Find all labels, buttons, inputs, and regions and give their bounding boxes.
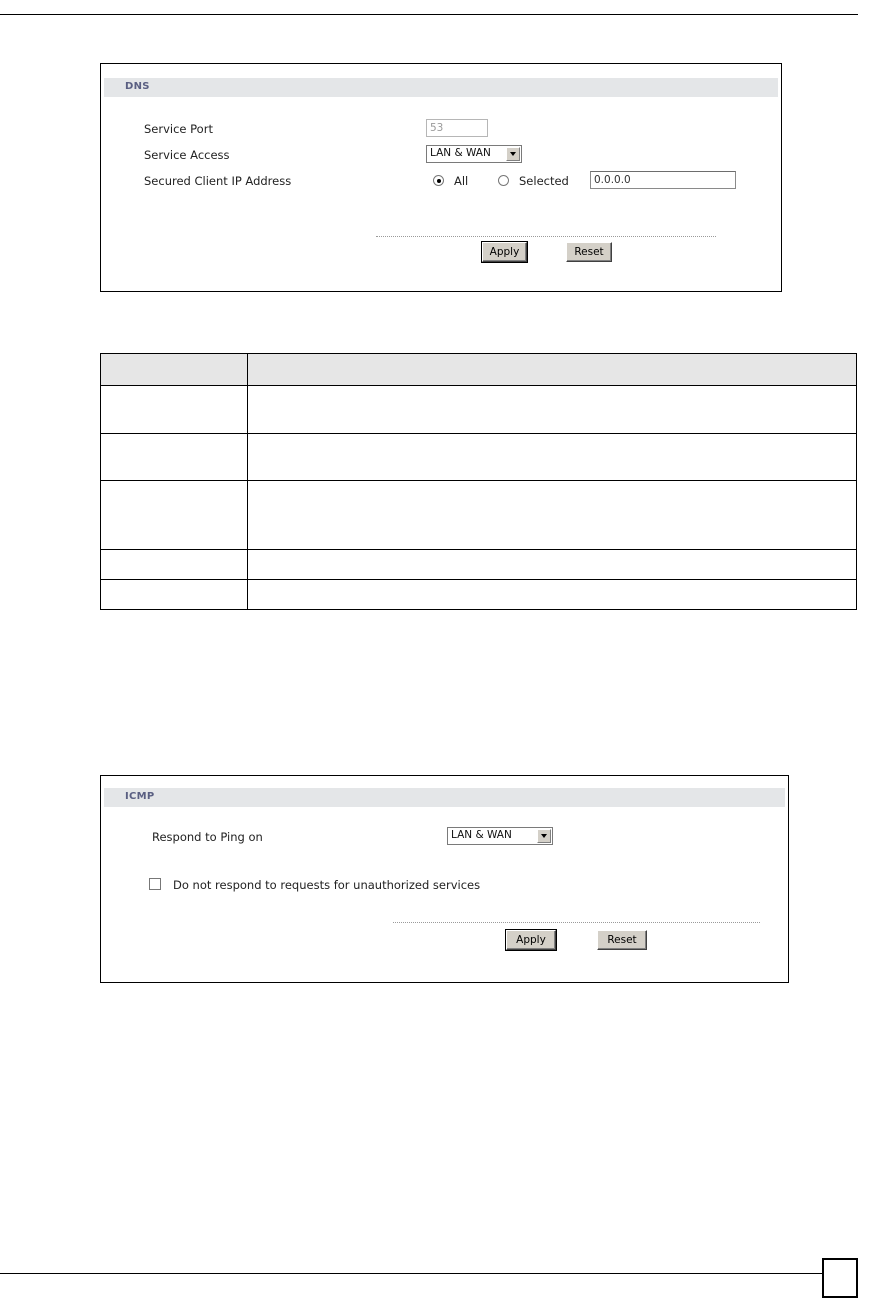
icmp-button-divider <box>393 922 760 923</box>
table-row <box>101 434 857 481</box>
header-rule <box>0 14 858 15</box>
table-row <box>101 580 857 610</box>
radio-all-label: All <box>454 174 469 188</box>
unauthorized-services-checkbox[interactable] <box>149 878 161 890</box>
dns-reset-button[interactable]: Reset <box>566 242 612 262</box>
icmp-panel-title: ICMP <box>125 791 155 802</box>
service-port-input[interactable] <box>426 119 488 137</box>
respond-to-ping-value: LAN & WAN <box>451 829 512 841</box>
chevron-down-icon[interactable] <box>537 829 551 843</box>
table-cell <box>248 481 857 550</box>
table-row <box>101 386 857 434</box>
table-cell <box>248 580 857 610</box>
table-header-cell <box>101 354 248 386</box>
dns-panel-title: DNS <box>125 81 150 92</box>
table-header-row <box>101 354 857 386</box>
table-row <box>101 481 857 550</box>
respond-to-ping-select[interactable] <box>447 827 553 845</box>
description-table <box>100 353 857 610</box>
footer-rule <box>0 1273 822 1274</box>
table-row <box>101 550 857 580</box>
respond-to-ping-label: Respond to Ping on <box>152 830 263 844</box>
page-number-box <box>822 1258 858 1298</box>
table-cell <box>101 481 248 550</box>
chevron-down-icon[interactable] <box>506 147 520 161</box>
dns-button-divider <box>376 236 716 237</box>
dns-panel <box>100 63 782 292</box>
secured-client-ip-label: Secured Client IP Address <box>144 174 292 188</box>
icmp-apply-button[interactable]: Apply <box>506 930 556 950</box>
table-cell <box>248 386 857 434</box>
service-access-value: LAN & WAN <box>430 147 491 159</box>
secured-ip-input[interactable] <box>590 171 736 189</box>
table-header-cell <box>248 354 857 386</box>
table-cell <box>101 550 248 580</box>
icmp-panel <box>100 775 789 983</box>
table-cell <box>101 580 248 610</box>
table-cell <box>101 434 248 481</box>
unauthorized-services-label: Do not respond to requests for unauthorized services <box>173 878 481 892</box>
service-access-label: Service Access <box>144 148 230 162</box>
dns-apply-button[interactable]: Apply <box>482 242 527 262</box>
icmp-panel-header <box>104 788 785 807</box>
table-cell <box>101 386 248 434</box>
radio-all[interactable] <box>433 175 444 186</box>
radio-selected-label: Selected <box>519 174 569 188</box>
dns-panel-header <box>104 78 778 97</box>
table-cell <box>248 550 857 580</box>
radio-selected[interactable] <box>498 175 509 186</box>
service-port-label: Service Port <box>144 122 213 136</box>
table-cell <box>248 434 857 481</box>
service-access-select[interactable] <box>426 145 522 163</box>
icmp-reset-button[interactable]: Reset <box>597 930 647 950</box>
